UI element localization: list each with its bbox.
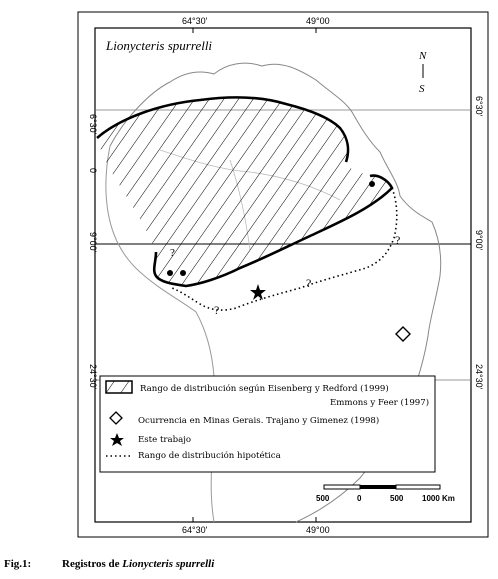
south-letter: S xyxy=(419,83,425,95)
right-tick-label: 9°00' xyxy=(474,230,484,251)
caption-label: Fig.1: xyxy=(4,558,32,570)
question-mark: ? xyxy=(306,276,312,290)
scale-bar-segment xyxy=(360,485,396,489)
scale-label: 500 xyxy=(390,494,404,503)
left-tick-label: 9°00' xyxy=(88,232,98,253)
bottom-tick-label: 64°30' xyxy=(182,525,208,535)
record-dot xyxy=(167,270,173,276)
question-mark: ? xyxy=(170,247,175,259)
legend-star-label: Este trabajo xyxy=(138,435,192,445)
question-mark: ? xyxy=(395,233,401,247)
caption-prefix: Registros de xyxy=(62,558,120,570)
scale-label: 500 xyxy=(316,494,330,503)
scale-label: 0 xyxy=(357,494,362,503)
right-tick-label: 24°30' xyxy=(474,364,484,390)
north-letter: N xyxy=(419,50,427,62)
legend-diamond-label: Ocurrencia en Minas Gerais. Trajano y Gimenez (1998) xyxy=(138,416,380,426)
legend-range-swatch xyxy=(106,381,132,393)
scale-label: 1000 Km xyxy=(422,494,455,503)
record-dot xyxy=(180,270,186,276)
figure-caption xyxy=(4,558,494,576)
map-title: Lionycteris spurrelli xyxy=(106,38,213,53)
scale-bar-segment xyxy=(396,485,440,489)
caption-species: Lionycteris spurrelli xyxy=(122,558,215,570)
star-marker xyxy=(250,284,266,300)
caption-text xyxy=(62,558,214,570)
legend-dotted-label: Rango de distribución hipotética xyxy=(138,451,281,461)
bottom-tick-label: 49°00 xyxy=(306,525,330,535)
right-tick-label: 6°30' xyxy=(474,96,484,117)
scale-bar-segment xyxy=(324,485,360,489)
legend-range-label: Rango de distribución según Eisenberg y Redford (1999) xyxy=(140,384,389,394)
diamond-marker xyxy=(396,327,410,341)
left-tick-label: 0 xyxy=(88,168,98,174)
question-mark: ? xyxy=(214,303,220,317)
top-tick-label: 64°30' xyxy=(182,16,208,26)
left-tick-label: 24°30' xyxy=(88,364,98,390)
record-dot xyxy=(369,181,375,187)
top-tick-label: 49°00 xyxy=(306,16,330,26)
legend-range-label2: Emmons y Feer (1997) xyxy=(330,398,430,408)
left-tick-label: 6°30' xyxy=(88,114,98,135)
distribution-range xyxy=(97,97,392,286)
